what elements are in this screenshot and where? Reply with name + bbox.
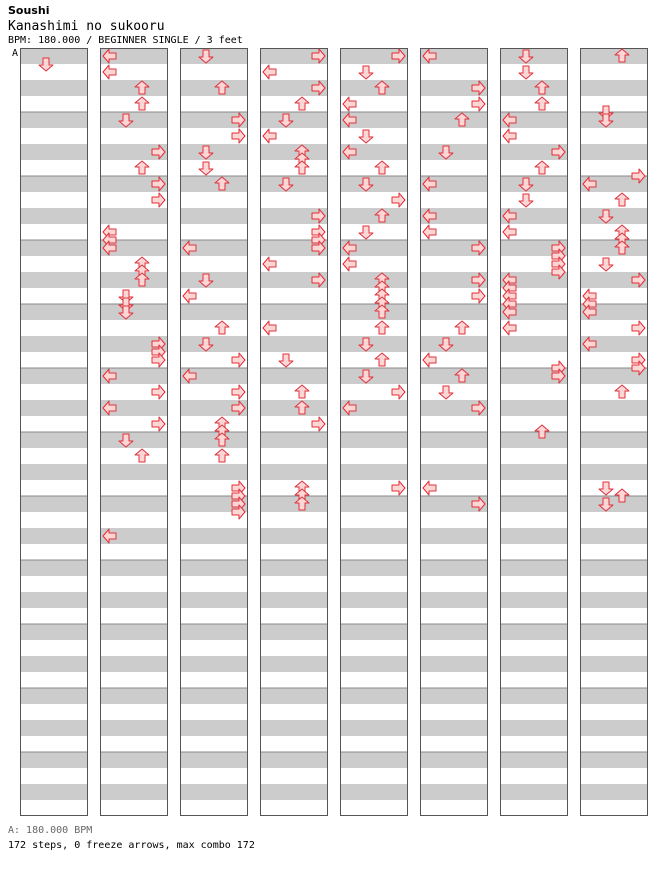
beat-stripe: [580, 496, 648, 512]
beat-stripe: [20, 528, 88, 544]
arrow-note: [535, 161, 549, 174]
beat-stripe: [260, 112, 328, 128]
arrow-note: [263, 129, 276, 143]
beat-stripe: [500, 656, 568, 672]
beat-stripe: [20, 624, 88, 640]
beat-stripe: [20, 496, 88, 512]
beat-stripe: [580, 48, 648, 64]
beat-stripe: [260, 528, 328, 544]
beat-stripe: [420, 752, 488, 768]
chart-column: [580, 48, 648, 816]
beat-stripe: [580, 624, 648, 640]
beat-stripe: [260, 304, 328, 320]
beat-stripe: [20, 240, 88, 256]
beat-stripe: [420, 784, 488, 800]
beat-stripe: [20, 560, 88, 576]
arrow-note: [152, 385, 165, 399]
beat-stripe: [20, 784, 88, 800]
arrow-note: [263, 65, 276, 79]
arrow-note: [519, 194, 533, 207]
beat-stripe: [260, 752, 328, 768]
beat-stripe: [260, 592, 328, 608]
beat-stripe: [340, 464, 408, 480]
beat-stripe: [20, 464, 88, 480]
arrow-note: [232, 353, 245, 367]
arrow-note: [615, 385, 629, 398]
beat-stripe: [100, 720, 168, 736]
beat-stripe: [500, 400, 568, 416]
beat-stripe: [420, 592, 488, 608]
chart-column: [340, 48, 408, 816]
arrow-note: [392, 193, 405, 207]
beat-stripe: [100, 496, 168, 512]
arrow-note: [152, 417, 165, 431]
beat-stripe: [180, 176, 248, 192]
beat-stripe: [340, 624, 408, 640]
beat-stripe: [580, 720, 648, 736]
beat-stripe: [580, 80, 648, 96]
beat-stripe: [20, 48, 88, 64]
beat-stripe: [100, 784, 168, 800]
beat-stripe: [500, 48, 568, 64]
beat-stripe: [500, 752, 568, 768]
beat-stripe: [100, 464, 168, 480]
beat-stripe: [580, 112, 648, 128]
beat-stripe: [100, 656, 168, 672]
arrow-note: [455, 321, 469, 334]
beat-stripe: [260, 432, 328, 448]
arrow-note: [312, 417, 325, 431]
beat-stripe: [420, 432, 488, 448]
footer-bpm: A: 180.000 BPM: [8, 825, 93, 836]
beat-stripe: [20, 272, 88, 288]
beat-stripe: [100, 592, 168, 608]
beat-stripe: [500, 784, 568, 800]
beat-stripe: [580, 144, 648, 160]
beat-stripe: [580, 400, 648, 416]
beat-stripe: [340, 208, 408, 224]
arrow-note: [343, 257, 356, 271]
beat-stripe: [20, 144, 88, 160]
beat-stripe: [180, 720, 248, 736]
beat-stripe: [420, 464, 488, 480]
beat-stripe: [100, 752, 168, 768]
arrow-note: [599, 482, 613, 495]
beat-stripe: [180, 48, 248, 64]
beat-stripe: [180, 624, 248, 640]
beat-stripe: [260, 144, 328, 160]
beat-stripe: [100, 304, 168, 320]
beat-stripe: [500, 528, 568, 544]
beat-stripe: [420, 560, 488, 576]
beat-stripe: [500, 560, 568, 576]
arrow-note: [599, 258, 613, 271]
beat-stripe: [260, 176, 328, 192]
beat-stripe: [340, 272, 408, 288]
beat-stripe: [420, 144, 488, 160]
beat-stripe: [180, 560, 248, 576]
arrow-note: [392, 481, 405, 495]
beat-stripe: [20, 720, 88, 736]
beat-stripe: [420, 624, 488, 640]
beat-stripe: [500, 592, 568, 608]
beat-stripe: [580, 784, 648, 800]
beat-stripe: [420, 688, 488, 704]
arrow-note: [215, 449, 229, 462]
footer-stats: 172 steps, 0 freeze arrows, max combo 172: [8, 840, 255, 851]
beat-stripe: [20, 432, 88, 448]
arrow-note: [199, 162, 213, 175]
beat-stripe: [180, 592, 248, 608]
beat-stripe: [180, 432, 248, 448]
arrow-note: [423, 353, 436, 367]
beat-stripe: [340, 592, 408, 608]
beat-stripe: [500, 720, 568, 736]
beat-stripe: [340, 432, 408, 448]
arrow-note: [263, 257, 276, 271]
beat-stripe: [340, 496, 408, 512]
beat-stripe: [340, 368, 408, 384]
beat-stripe: [20, 688, 88, 704]
arrow-note: [375, 161, 389, 174]
chart-column: [500, 48, 568, 816]
beat-stripe: [340, 560, 408, 576]
beat-stripe: [20, 304, 88, 320]
beat-stripe: [340, 720, 408, 736]
beat-stripe: [260, 720, 328, 736]
beat-stripe: [500, 624, 568, 640]
beat-stripe: [180, 80, 248, 96]
beat-stripe: [180, 784, 248, 800]
beat-stripe: [260, 336, 328, 352]
beat-stripe: [180, 208, 248, 224]
beat-stripe: [260, 624, 328, 640]
beat-stripe: [20, 368, 88, 384]
beat-stripe: [420, 112, 488, 128]
beat-stripe: [180, 304, 248, 320]
arrow-note: [423, 225, 436, 239]
beat-stripe: [500, 688, 568, 704]
arrow-note: [279, 354, 293, 367]
chart-column: [180, 48, 248, 816]
beat-stripe: [500, 464, 568, 480]
beat-stripe: [260, 496, 328, 512]
arrow-note: [519, 66, 533, 79]
beat-stripe: [20, 176, 88, 192]
beat-stripe: [500, 432, 568, 448]
arrow-note: [472, 97, 485, 111]
beat-stripe: [580, 528, 648, 544]
beat-stripe: [20, 752, 88, 768]
arrow-note: [632, 321, 645, 335]
arrow-note: [135, 449, 149, 462]
beat-stripe: [580, 464, 648, 480]
arrow-note: [295, 385, 309, 398]
chart-column: [20, 48, 88, 816]
arrow-note: [183, 289, 196, 303]
arrow-note: [215, 321, 229, 334]
chart-meta: BPM: 180.000 / BEGINNER SINGLE / 3 feet: [8, 35, 243, 46]
beat-stripe: [500, 496, 568, 512]
beat-stripe: [100, 80, 168, 96]
beat-stripe: [180, 336, 248, 352]
arrow-note: [392, 385, 405, 399]
arrow-note: [135, 97, 149, 110]
arrow-note: [135, 161, 149, 174]
beat-stripe: [180, 272, 248, 288]
arrow-note: [423, 481, 436, 495]
beat-stripe: [580, 432, 648, 448]
beat-stripe: [420, 336, 488, 352]
arrow-note: [375, 321, 389, 334]
arrow-note: [359, 130, 373, 143]
beat-stripe: [100, 208, 168, 224]
beat-stripe: [580, 240, 648, 256]
beat-stripe: [500, 336, 568, 352]
beat-stripe: [260, 688, 328, 704]
beat-stripe: [100, 560, 168, 576]
arrow-note: [295, 161, 309, 174]
beat-stripe: [500, 80, 568, 96]
beat-stripe: [580, 592, 648, 608]
beat-stripe: [20, 80, 88, 96]
beat-stripe: [340, 656, 408, 672]
beat-stripe: [260, 368, 328, 384]
beat-stripe: [260, 560, 328, 576]
arrow-note: [615, 193, 629, 206]
beat-stripe: [340, 80, 408, 96]
beat-stripe: [260, 656, 328, 672]
chart-column: [420, 48, 488, 816]
beat-stripe: [100, 432, 168, 448]
arrow-note: [472, 289, 485, 303]
bpm-marker-label: A: [12, 48, 19, 59]
arrow-note: [503, 321, 516, 335]
beat-stripe: [100, 624, 168, 640]
beat-stripe: [180, 464, 248, 480]
arrow-note: [343, 97, 356, 111]
arrow-note: [503, 129, 516, 143]
arrow-note: [232, 129, 245, 143]
arrow-note: [232, 385, 245, 399]
arrow-note: [295, 97, 309, 110]
beat-stripe: [100, 112, 168, 128]
beat-stripe: [260, 784, 328, 800]
beat-stripe: [420, 368, 488, 384]
beat-stripe: [260, 464, 328, 480]
arrow-note: [103, 65, 116, 79]
arrow-note: [263, 321, 276, 335]
beat-stripe: [420, 304, 488, 320]
beat-stripe: [420, 656, 488, 672]
beat-stripe: [580, 208, 648, 224]
beat-stripe: [180, 656, 248, 672]
beat-stripe: [100, 272, 168, 288]
beat-stripe: [340, 688, 408, 704]
arrow-note: [439, 386, 453, 399]
arrow-note: [152, 193, 165, 207]
beat-stripe: [340, 304, 408, 320]
beat-stripe: [340, 752, 408, 768]
chart-column: [100, 48, 168, 816]
beat-stripe: [340, 336, 408, 352]
beat-stripe: [180, 528, 248, 544]
song-title: Kanashimi no sukooru: [8, 19, 165, 34]
beat-stripe: [580, 560, 648, 576]
beat-stripe: [100, 688, 168, 704]
beat-stripe: [340, 176, 408, 192]
beat-stripe: [580, 752, 648, 768]
beat-stripe: [20, 592, 88, 608]
chart-column: [260, 48, 328, 816]
beat-stripe: [260, 400, 328, 416]
beat-stripe: [420, 720, 488, 736]
chart-author: Soushi: [8, 4, 50, 17]
beat-stripe: [180, 752, 248, 768]
beat-stripe: [500, 176, 568, 192]
beat-stripe: [20, 656, 88, 672]
beat-stripe: [20, 208, 88, 224]
beat-stripe: [340, 528, 408, 544]
beat-stripe: [580, 656, 648, 672]
arrow-note: [359, 66, 373, 79]
arrow-note: [503, 225, 516, 239]
beat-stripe: [20, 336, 88, 352]
arrow-note: [535, 97, 549, 110]
arrow-note: [375, 353, 389, 366]
beat-stripe: [20, 400, 88, 416]
beat-stripe: [420, 528, 488, 544]
beat-stripe: [180, 688, 248, 704]
arrow-note: [359, 226, 373, 239]
beat-stripe: [180, 144, 248, 160]
beat-stripe: [340, 784, 408, 800]
beat-stripe: [580, 688, 648, 704]
beat-stripe: [20, 112, 88, 128]
